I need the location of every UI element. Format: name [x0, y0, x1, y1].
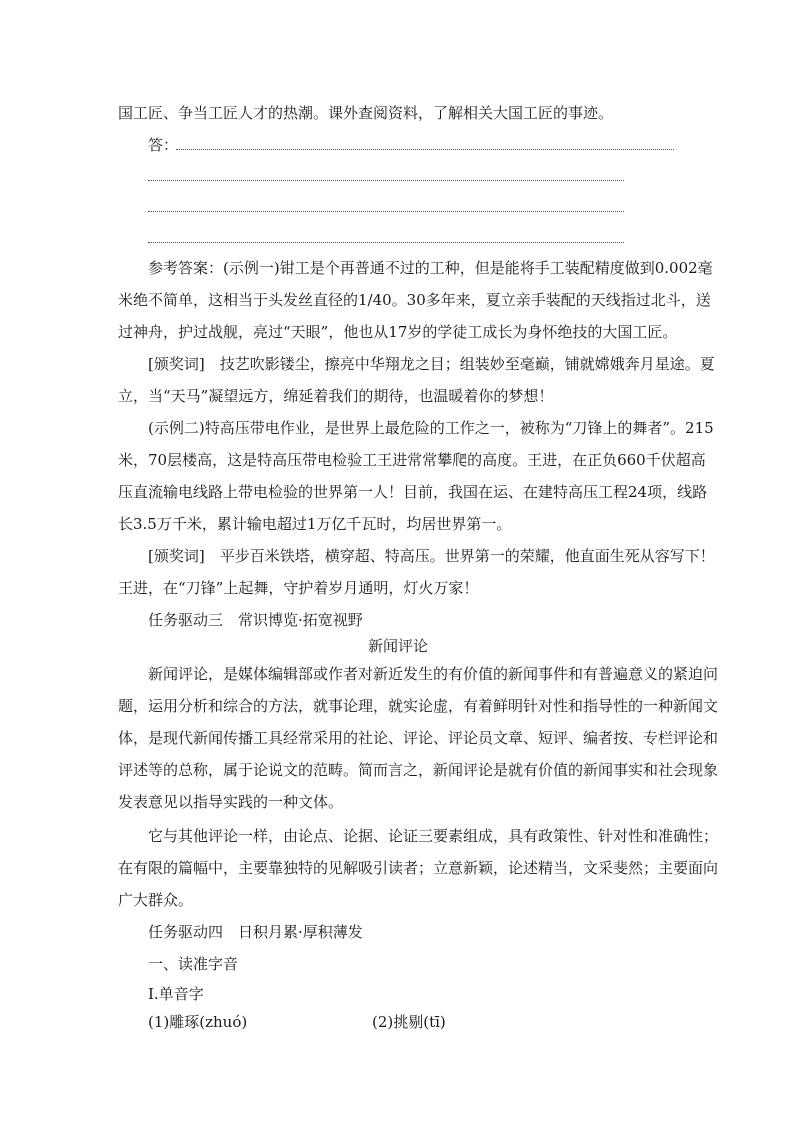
example2-line3: 压直流输电线路上带电检验的世界第一人！目前，我国在运、在建特高压工程24项，线路: [118, 483, 708, 501]
answer-line-1[interactable]: [176, 149, 674, 150]
example2-line4: 长3.5万千米，累计输电超过1万亿千瓦时，均居世界第一。: [118, 515, 512, 533]
para2-line3: 广大群众。: [118, 891, 194, 909]
award1-line2: 立，当“天马”凝望远方，绵延着我们的期待，也温暖着你的梦想！: [118, 387, 554, 405]
para1-line3: 体，是现代新闻传播工具经常采用的社论、评论、评论员文章、短评、编者按、专栏评论和: [118, 729, 719, 747]
award1-line1: [颁奖词] 技艺吹影镂尘，擦亮中华翔龙之目；组装妙至毫巅，铺就嫦娥奔月星途。夏: [148, 355, 715, 373]
example2-line2: 米，70层楼高，这是特高压带电检验工王进常常攀爬的高度。王进，在正负660千伏超高: [118, 451, 706, 469]
answer-line-4[interactable]: [148, 242, 624, 243]
example1-line2: 米绝不简单，这相当于头发丝直径的1/40。30多年来，夏立亲手装配的天线指过北斗，送: [118, 291, 711, 309]
intro-line: 国工匠、争当工匠人才的热潮。课外查阅资料，了解相关大国工匠的事迹。: [118, 104, 614, 122]
task3-heading: 任务驱动三 常识博览·拓宽视野: [148, 611, 363, 629]
section-heading: 一、读准字音: [148, 955, 239, 973]
para2-line2: 在有限的篇幅中，主要靠独特的见解吸引读者；立意新颖，论述精当，文采斐然；主要面向: [118, 859, 719, 877]
subsection-heading: Ⅰ.单音字: [148, 985, 204, 1003]
para1-line4: 评述等的总称，属于论说文的范畴。简而言之，新闻评论是就有价值的新闻事实和社会现象: [118, 761, 719, 779]
example1-line3: 过神舟，护过战舰，亮过“天眼”，他也从17岁的学徒工成长为身怀绝技的大国工匠。: [118, 323, 678, 341]
para1-line2: 题，运用分析和综合的方法，就事论理，就实论虚，有着鲜明针对性和指导性的一种新闻文: [118, 697, 719, 715]
example2-line1: (示例二)特高压带电作业，是世界上最危险的工作之一，被称为“刀锋上的舞者”。215: [148, 419, 714, 437]
task4-heading: 任务驱动四 日积月累·厚积薄发: [148, 923, 363, 941]
example1-line1: 参考答案：(示例一)钳工是个再普通不过的工种，但是能将手工装配精度做到0.002毫: [148, 259, 713, 277]
news-comment-title: 新闻评论: [367, 637, 428, 655]
answer-line-3[interactable]: [148, 211, 624, 212]
pinyin-item-2: (2)挑剔(tī): [372, 1013, 446, 1031]
para1-line5: 发表意见以指导实践的一种文体。: [118, 793, 344, 811]
para1-line1: 新闻评论，是媒体编辑部或作者对新近发生的有价值的新闻事件和有普遍意义的紧迫问: [148, 665, 719, 683]
para2-line1: 它与其他评论一样，由论点、论据、论证三要素组成，具有政策性、针对性和准确性；: [148, 827, 719, 845]
pinyin-item-1: (1)雕琢(zhuó): [148, 1013, 248, 1031]
award2-line1: [颁奖词] 平步百米铁塔，横穿超、特高压。世界第一的荣耀，他直面生死从容写下！: [148, 547, 715, 565]
answer-line-2[interactable]: [148, 180, 624, 181]
answer-label: 答：: [148, 136, 179, 154]
award2-line2: 王进，在“刀锋”上起舞，守护着岁月通明，灯火万家！: [118, 579, 479, 597]
